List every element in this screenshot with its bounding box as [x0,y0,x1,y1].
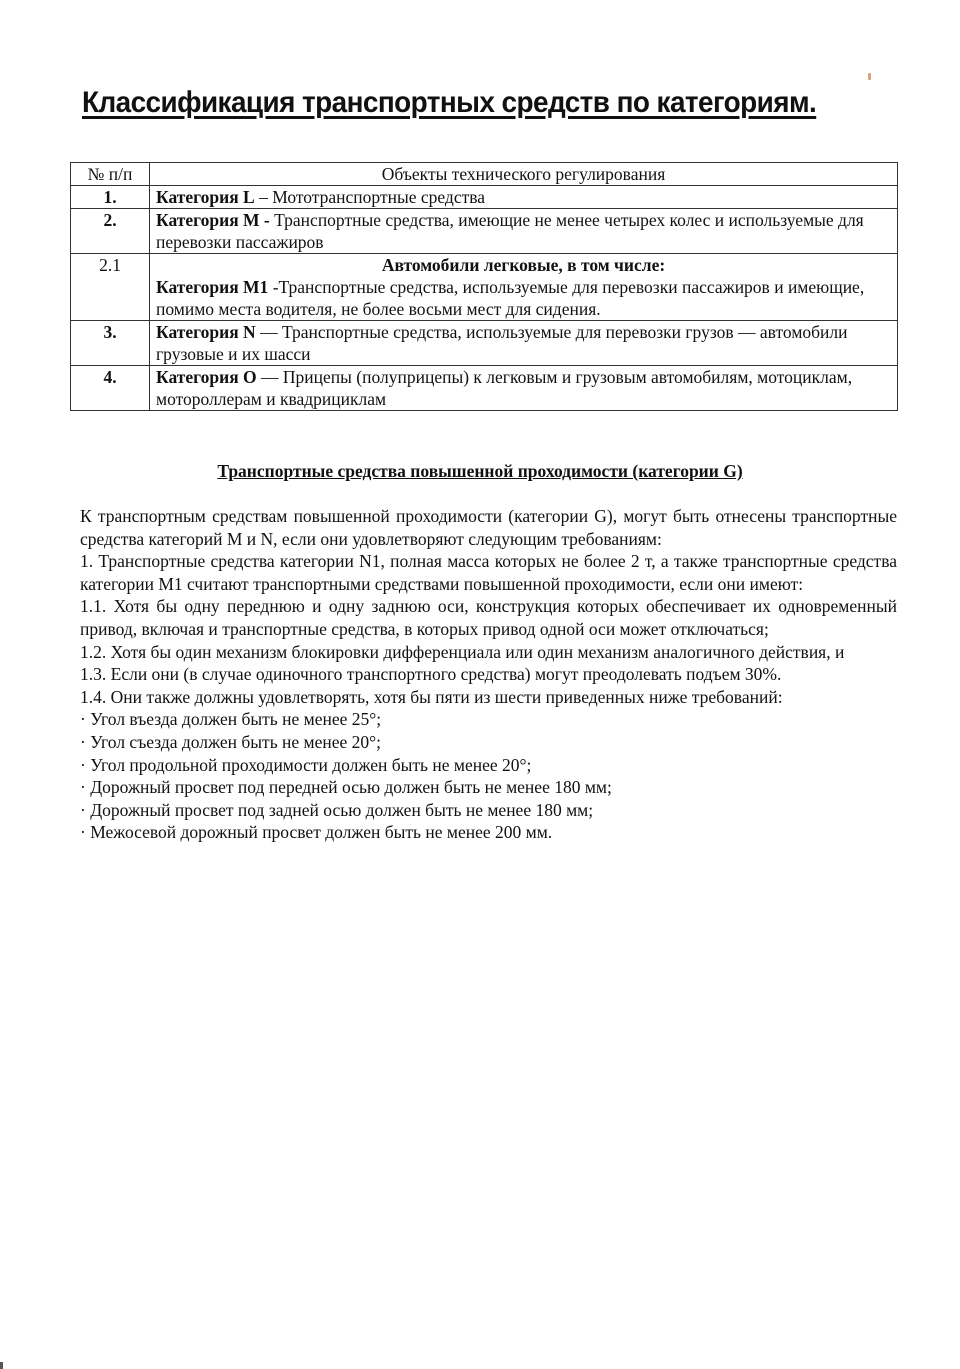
row-number: 4. [71,366,150,411]
category-table [70,162,898,411]
header-number: № п/п [71,163,150,186]
row-content [150,209,898,254]
table-row [71,366,898,411]
category-label: Категория О [156,367,257,387]
category-label: Категория L [156,187,255,207]
requirement-item: · Угол съезда должен быть не менее 20°; [80,731,382,752]
scan-edge-mark [0,1362,3,1369]
category-description: -Транспортные средства, используемые для перевозки пассажиров и имеющие, помимо места водителя, не более восьми мест для сидения. [156,277,865,319]
requirement-item: · Дорожный просвет под передней осью должен быть не менее 180 мм; [80,777,612,798]
requirement-item: · Угол продольной проходимости должен быть не менее 20°; [80,754,532,775]
row-content [150,366,898,411]
category-label: Категория M1 [156,277,269,297]
row-heading: Автомобили легковые, в том числе: [381,255,666,275]
category-description: — Прицепы (полуприцепы) к легковым и грузовым автомобилям, мотоциклам, мотороллерам и квадрициклам [156,367,853,409]
paragraph-1-1: 1.1. Хотя бы одну переднюю и одну заднюю оси, конструкция которых обеспечивает их одновременный привод, включая и транспортные средства, в которых привод одной оси может отключаться; [80,596,897,639]
paragraph-1-2: 1.2. Хотя бы один механизм блокировки дифференциала или один механизм аналогичного действия, и [80,641,845,662]
row-number: 2.1 [71,254,150,321]
table-row [71,209,898,254]
document-title: Классификация транспортных средств по категориям. [82,86,817,119]
table-row [71,186,898,209]
requirement-item: · Межосевой дорожный просвет должен быть не менее 200 мм. [80,822,553,843]
requirement-item: · Угол въезда должен быть не менее 25°; [80,709,382,730]
paragraph-intro: К транспортным средствам повышенной проходимости (категории G), могут быть отнесены транспортные средства категорий M и N, если они удовлетворяют следующим требованиям: [80,506,897,549]
row-content [150,321,898,366]
table-row [71,254,898,321]
paragraph-1-3: 1.3. Если они (в случае одиночного транспортного средства) могут преодолевать подъем 30%. [80,664,782,685]
paragraph-1-4: 1.4. Они также должны удовлетворять, хотя бы пяти из шести приведенных ниже требований: [80,686,783,707]
category-description: – Мототранспортные средства [254,187,486,207]
row-content [150,254,898,321]
paragraph-1: 1. Транспортные средства категории N1, полная масса которых не более 2 т, а также транспортные средства категории M1 считают транспортными средствами повышенной проходимости, если они имеют: [80,551,897,594]
category-description: — Транспортные средства, используемые для перевозки грузов — автомобили грузовые и их шасси [156,322,848,364]
category-label: Категория М - [156,210,270,230]
category-description: Транспортные средства, имеющие не менее четырех колес и используемые для перевозки пассажиров [156,210,864,252]
scan-speck [868,73,871,80]
category-label: Категория N [156,322,256,342]
header-objects: Объекты технического регулирования [150,163,898,186]
table-header-row [71,163,898,186]
requirement-item: · Дорожный просвет под задней осью должен быть не менее 180 мм; [80,799,594,820]
section-subtitle: Транспортные средства повышенной проходимости (категории G) [217,461,743,481]
section-body [80,505,897,844]
row-number: 3. [71,321,150,366]
row-number: 2. [71,209,150,254]
row-number: 1. [71,186,150,209]
row-content [150,186,898,209]
table-row [71,321,898,366]
